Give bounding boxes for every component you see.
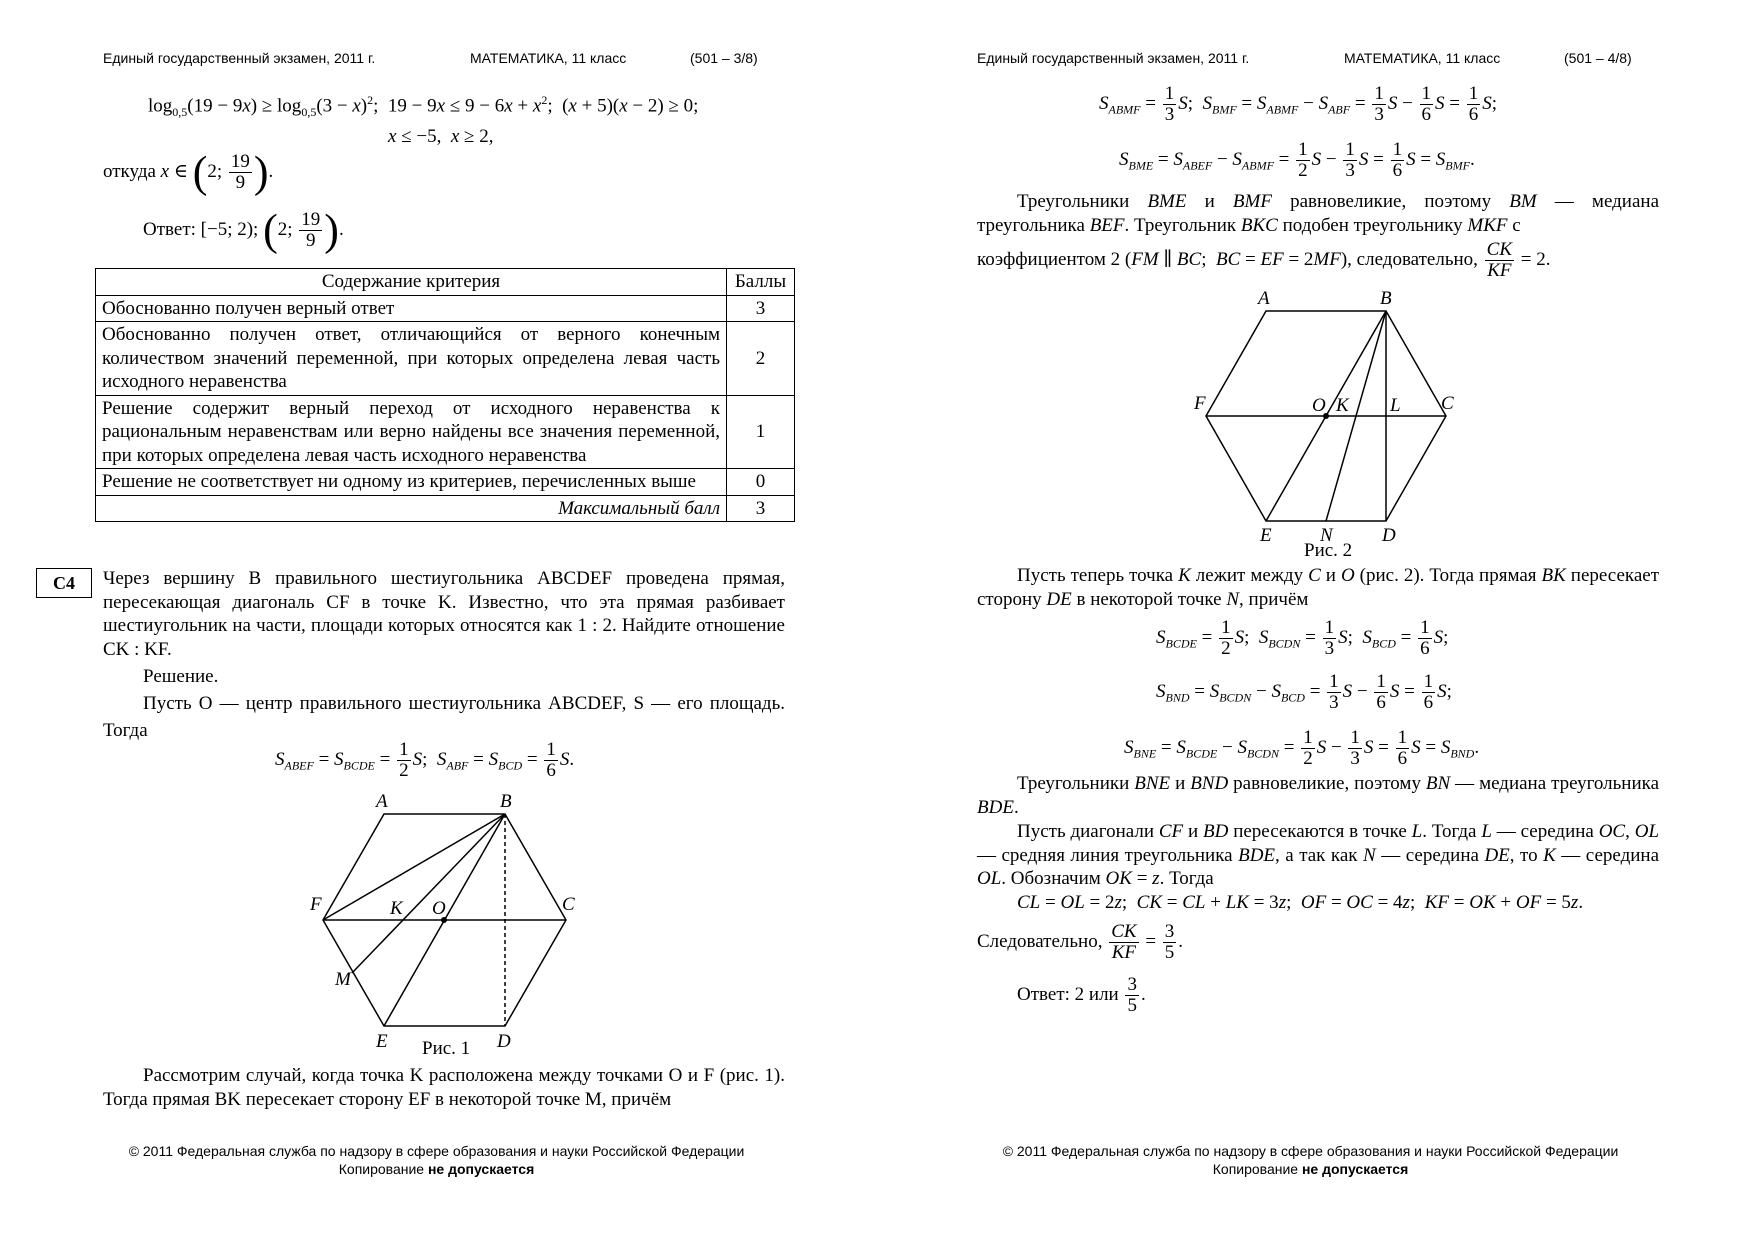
header-subject: МАТЕМАТИКА, 11 класс (1344, 50, 1501, 66)
header-page-number: (501 – 4/8) (1564, 50, 1632, 66)
formula-bne: $S_{BNE} = S_{BCDE} - S_{BCDN}$ = $\frac{1}{2}$ S − $\frac{1}{3}$ S = $\frac{1}{6}$ $S = S_{BND}$. (1124, 727, 1480, 769)
label-n: N (1320, 525, 1333, 546)
criteria-points: 0 (727, 469, 795, 496)
formula-bnd: $S_{BND} = S_{BCDN} - S_{BCD}$ = $\frac{1}{3}$ S − $\frac{1}{6}$ S = $\frac{1}{6}$ S; (1156, 671, 1452, 713)
label-b: B (1380, 288, 1392, 309)
header-exam: Единый государственный экзамен, 2011 г. (977, 50, 1250, 66)
criteria-max-label: Максимальный балл (96, 495, 727, 522)
whence-label: откуда (103, 160, 156, 182)
label-e: E (1260, 525, 1272, 546)
criteria-max-points: 3 (727, 495, 795, 522)
para-bm-median: Треугольники BME и BMF равновеликие, поэтому BM — медиана треугольника BEF. Треугольник BKC подобен треугольнику MKF с (977, 191, 1660, 236)
area-formula: $S_{ABEF} = S_{BCDE}$ = $\frac{1}{2}$ S; $S_{ABF} = S_{BCD}$ = $\frac{1}{6}$ S. (275, 739, 575, 781)
footer-copy-label: Копирование (1212, 1161, 1302, 1177)
label-k: K (1336, 395, 1349, 416)
label-a: A (1258, 288, 1270, 309)
final-answer-line: Ответ: 2 или $\frac{3}{5}$ . (1017, 974, 1146, 1016)
label-d: D (497, 1031, 511, 1052)
figure1-caption: Рис. 1 (422, 1038, 471, 1057)
footer-line2 (874, 1160, 1747, 1178)
footer-line1: © 2011 Федеральная служба по надзору в сфере образования и науки Российской Федерации (1002, 1143, 1619, 1159)
label-f: F (1194, 393, 1206, 414)
criteria-table (95, 268, 795, 522)
formula-abmf: $S_{ABMF}$ = $\frac{1}{3}$ S; $S_{BMF} = S_{ABMF} - S_{ABF}$ = $\frac{1}{3}$ S − $\frac{1}{6}$ S = $\frac{1}{6}$ S; (1099, 83, 1498, 125)
criteria-points: 2 (727, 322, 795, 396)
header-subject: МАТЕМАТИКА, 11 класс (470, 50, 627, 66)
segment-bf (323, 814, 505, 920)
label-a: A (376, 792, 388, 812)
conclusion-line: Следовательно, $\frac{CK}{KF}$ = $\frac{3}{5}$ . (977, 921, 1184, 963)
footer-copy-bold: не допускается (1301, 1161, 1409, 1177)
para-bm-coefficient: коэффициентом 2 (FM ∥ BC; BC = EF = 2MF), следовательно, $\frac{CK}{KF}$ = 2. (977, 239, 1551, 281)
log-inequality-line: $\log_{0,5}(19 - 9x) \ge \log_{0,5}(3 - x)^2$; $19 - 9x \le 9 - 6x + x^2$; (x + 5)(x − 2) ≥ 0; (148, 93, 699, 120)
footer-copyright (874, 1142, 1747, 1178)
label-c: C (1441, 393, 1454, 414)
footer-copy-bold: не допускается (427, 1161, 535, 1177)
answer-line-c3: Ответ: [−5; 2); (2; $\frac{19}{9}$ ). (143, 205, 344, 255)
table-row (96, 395, 795, 469)
task-label: C4 (36, 568, 92, 598)
criteria-points: 3 (727, 295, 795, 322)
figure-2 (1184, 285, 1474, 560)
figure-1 (300, 792, 590, 1057)
label-c: C (562, 894, 575, 915)
figure2-caption: Рис. 2 (1304, 540, 1353, 560)
para-case2: Пусть теперь точка K лежит между C и O (рис. 2). Тогда прямая BK пересекает сторону DE в некоторой точке N, причём (977, 565, 1660, 610)
label-f: F (310, 894, 322, 915)
solution-intro: Пусть O — центр правильного шестиугольника ABCDEF, S — его площадь. Тогда (103, 693, 785, 741)
label-b: B (500, 792, 512, 812)
answer-label: Ответ: (143, 218, 196, 240)
criteria-text: Обоснованно получен верный ответ (96, 295, 727, 322)
solution-label: Решение. (143, 666, 219, 687)
conclusion-label: Следовательно, (977, 930, 1103, 952)
formula-z: CL = OL = 2z; CK = CL + LK = 3z; OF = OC = 4z; KF = OK + OF = 5z. (1017, 892, 1584, 913)
footer-copy-label: Копирование (338, 1161, 428, 1177)
task-text: Через вершину B правильного шестиугольника ABCDEF проведена прямая, пересекающая диагональ CF в точке K. Известно, что эта прямая разбивает шестиугольник на части, площади которых относятся как 1 : 2. Найдите отношение CK : KF. (103, 568, 785, 660)
criteria-header-points: Баллы (727, 269, 795, 296)
para-bn-median: Треугольники BNE и BND равновеликие, поэтому BN — медиана треугольника BDE. (977, 773, 1660, 818)
criteria-header-content: Содержание критерия (96, 269, 727, 296)
header-page-number: (501 – 3/8) (690, 50, 758, 66)
formula-bcde: $S_{BCDE}$ = $\frac{1}{2}$ S; $S_{BCDN}$ = $\frac{1}{3}$ S; $S_{BCD}$ = $\frac{1}{6}$ S; (1156, 617, 1449, 659)
criteria-text: Решение не соответствует ни одному из критериев, перечисленных выше (96, 469, 727, 496)
label-e: E (376, 1031, 388, 1052)
table-row (96, 295, 795, 322)
footer-line1: © 2011 Федеральная служба по надзору в сфере образования и науки Российской Федерации (128, 1143, 745, 1159)
formula-bme: $S_{BME} = S_{ABEF} - S_{ABMF}$ = $\frac{1}{2}$ S − $\frac{1}{3}$ S = $\frac{1}{6}$ $S = S_{BMF}$. (1119, 139, 1475, 181)
criteria-points: 1 (727, 395, 795, 469)
criteria-text: Решение содержит верный переход от исходного неравенства к рациональным неравенствам или верно найдены все значения переменной, при которых определена левая часть исходного неравенства (96, 395, 727, 469)
case1-text: Рассмотрим случай, когда точка K расположена между точками O и F (рис. 1). Тогда прямая BK пересекает сторону EF в некоторой точке M, причём (103, 1065, 785, 1110)
criteria-text: Обоснованно получен ответ, отличающийся от верного конечным количеством значений переменной, при которых определена левая часть исходного неравенства (96, 322, 727, 396)
table-row (96, 469, 795, 496)
whence-line: откуда x ∈ (2; $\frac{19}{9}$ ). (103, 147, 274, 197)
right-page (874, 0, 1747, 1239)
label-m: M (335, 969, 351, 990)
left-page (0, 0, 873, 1239)
footer-copyright (0, 1142, 873, 1178)
para-l: Пусть диагонали CF и BD пересекаются в точке L. Тогда L — середина OC, OL — средняя линия треугольника BDE, а так как N — середина DE, то K — середина OL. Обозначим OK = z. Тогда (977, 821, 1660, 889)
table-row (96, 322, 795, 396)
roots-line: x ≤ −5, x ≥ 2, (388, 126, 494, 147)
label-l: L (1390, 395, 1401, 416)
label-o: O (1312, 395, 1326, 416)
label-d: D (1382, 525, 1396, 546)
footer-line2 (0, 1160, 873, 1178)
header-exam: Единый государственный экзамен, 2011 г. (103, 50, 376, 66)
label-k: K (390, 898, 403, 919)
answer-label: Ответ: (1017, 983, 1070, 1005)
label-o: O (432, 898, 446, 919)
